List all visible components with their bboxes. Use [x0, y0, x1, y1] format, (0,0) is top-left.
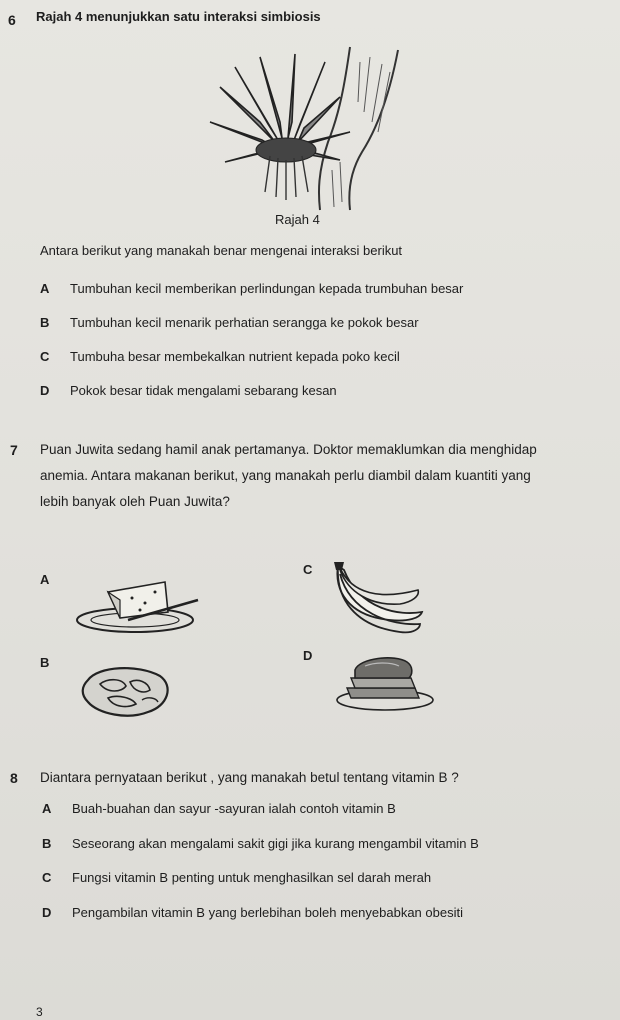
option-text: Tumbuhan kecil memberikan perlindungan kepada trumbuhan besar	[70, 281, 464, 296]
bread-slices-icon[interactable]	[335, 652, 435, 714]
option-letter: C	[40, 349, 50, 364]
q7-line-3: lebih banyak oleh Puan Juwita?	[40, 494, 230, 509]
q6-option-b[interactable]	[40, 315, 419, 330]
option-letter: D	[40, 383, 50, 398]
q7-line-1: Puan Juwita sedang hamil anak pertamanya. Doktor memaklumkan dia menghidap	[40, 442, 537, 457]
option-letter: C	[42, 870, 52, 885]
q7-option-a-letter: A	[40, 572, 50, 587]
q7-option-d-letter: D	[303, 648, 313, 663]
bananas-icon[interactable]	[330, 560, 425, 640]
epiphyte-on-tree-illustration	[200, 42, 420, 212]
option-text: Pengambilan vitamin B yang berlebihan boleh menyebabkan obesiti	[72, 905, 463, 920]
q7-option-b-letter: B	[40, 655, 50, 670]
cheese-cake-icon[interactable]	[70, 570, 200, 635]
q6-option-d[interactable]	[40, 383, 337, 398]
option-text: Fungsi vitamin B penting untuk menghasilkan sel darah merah	[72, 870, 432, 885]
q6-option-c[interactable]	[40, 349, 400, 364]
q6-stem: Rajah 4 menunjukkan satu interaksi simbiosis	[36, 9, 321, 24]
option-letter: D	[42, 905, 52, 920]
option-text: Buah-buahan dan sayur -sayuran ialah contoh vitamin B	[72, 801, 396, 816]
q6-figure-caption: Rajah 4	[275, 212, 320, 227]
option-text: Tumbuhan kecil menarik perhatian serangga ke pokok besar	[70, 315, 419, 330]
option-text: Tumbuha besar membekalkan nutrient kepada poko kecil	[70, 349, 400, 364]
option-letter: B	[40, 315, 50, 330]
liver-slice-icon[interactable]	[78, 662, 173, 722]
q7-number: 7	[10, 442, 18, 458]
option-letter: B	[42, 836, 52, 851]
option-letter: A	[42, 801, 52, 816]
page-number: 3	[36, 1005, 43, 1019]
q8-option-d[interactable]	[42, 905, 463, 920]
option-text: Seseorang akan mengalami sakit gigi jika kurang mengambil vitamin B	[72, 836, 479, 851]
q8-number: 8	[10, 770, 18, 786]
q8-option-c[interactable]	[42, 870, 431, 885]
q8-stem: Diantara pernyataan berikut , yang manakah betul tentang vitamin B ?	[40, 770, 459, 785]
option-letter: A	[40, 281, 50, 296]
option-text: Pokok besar tidak mengalami sebarang kesan	[70, 383, 337, 398]
q6-option-a[interactable]	[40, 281, 463, 296]
q6-number: 6	[8, 12, 16, 28]
q8-option-b[interactable]	[42, 836, 479, 851]
q6-prompt: Antara berikut yang manakah benar mengenai interaksi berikut	[40, 243, 403, 258]
q7-option-c-letter: C	[303, 562, 313, 577]
q8-option-a[interactable]	[42, 801, 396, 816]
q7-line-2: anemia. Antara makanan berikut, yang manakah perlu diambil dalam kuantiti yang	[40, 468, 531, 483]
